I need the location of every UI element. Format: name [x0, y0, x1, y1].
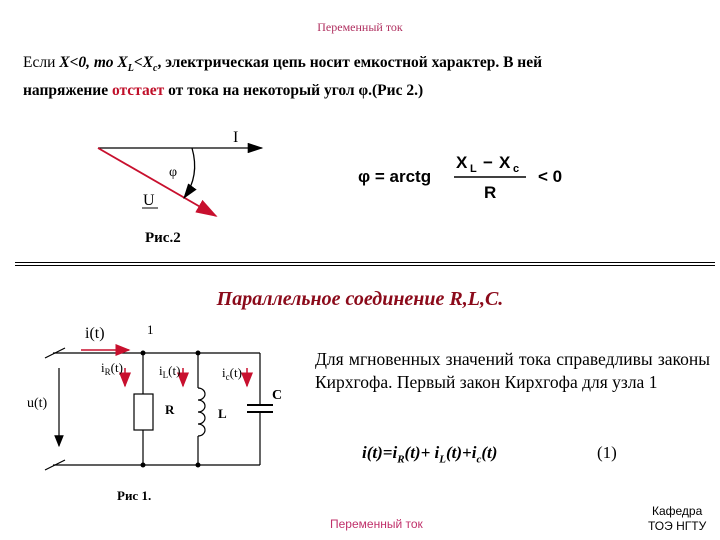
department-line1: Кафедра: [651, 504, 703, 518]
equation-number: (1): [597, 443, 617, 462]
eq-sub-c: c: [476, 453, 482, 466]
formula-rhs: < 0: [538, 167, 563, 186]
phase-formula: [358, 150, 618, 215]
label-I: I: [233, 129, 239, 146]
label-iR: $i_R(t)$: [101, 360, 123, 377]
divider-bottom: [15, 265, 715, 266]
intro-if: Если: [23, 54, 60, 71]
node-dot-3: [141, 463, 146, 468]
intro-rest1: , электрическая цепь носит емкостной характер. В ней: [157, 54, 543, 71]
eq-sub-R: R: [397, 453, 405, 466]
voltage-phasor: [98, 148, 216, 216]
label-phi: φ: [169, 165, 178, 180]
intro-sub-c: c: [153, 63, 158, 75]
section-title: Параллельное соединение R,L,C.: [216, 288, 504, 310]
node-dot-2: [196, 351, 201, 356]
intro-lt: <X: [133, 54, 154, 71]
department-line2: ТОЭ НГТУ: [648, 519, 707, 533]
footer-title: Переменный ток: [330, 517, 423, 531]
eq-part4: (t): [481, 443, 498, 462]
intro-line2a: напряжение: [23, 82, 112, 100]
intro-lag-word: отстает: [111, 82, 165, 100]
node-dot-4: [196, 463, 201, 468]
formula-XL: X: [456, 153, 468, 172]
intro-sub-L: L: [127, 63, 134, 75]
formula-Xc: X: [499, 153, 511, 172]
divider-top: [15, 262, 715, 263]
label-ic: $i_c(t)$: [222, 365, 242, 382]
rlc-circuit: [25, 320, 305, 480]
eq-i: i(t)=i: [362, 443, 398, 462]
header-title: Переменный ток: [317, 20, 403, 34]
intro-line2b: от тока на некоторый угол φ.(Рис 2.): [164, 82, 424, 100]
phasor-diagram: [80, 118, 280, 228]
label-node-1: 1: [147, 322, 154, 337]
formula-sub-L: L: [470, 163, 477, 175]
label-iL: $i_L(t)$: [159, 363, 181, 380]
eq-part3: (t)+i: [445, 443, 477, 462]
angle-arc: [184, 148, 195, 198]
inductor: [198, 388, 205, 436]
label-C: C: [272, 388, 283, 403]
formula-phi-arctg: φ = arctg: [358, 167, 432, 186]
label-ut: u(t): [27, 396, 48, 411]
label-L: L: [218, 406, 227, 421]
node-dot-1: [141, 351, 146, 356]
label-it: i(t): [85, 325, 105, 342]
formula-svg: [358, 150, 618, 210]
department-label: [648, 504, 706, 534]
resistor: [134, 394, 153, 430]
label-U: U: [143, 192, 155, 209]
fig2-caption: Рис.2: [145, 230, 181, 246]
fig1-caption: Рис 1.: [117, 488, 152, 503]
eq-sub-L: L: [439, 453, 446, 466]
kirchhoff-text: Для мгновенных значений тока справедливы законы Кирхгофа. Первый закон Кирхгофа для узла 1: [315, 349, 710, 392]
formula-R: R: [484, 183, 497, 202]
formula-minus: −: [483, 153, 493, 172]
eq-part2: (t)+ i: [404, 443, 440, 462]
formula-sub-c: c: [513, 163, 520, 175]
kirchhoff-equation: [362, 443, 497, 465]
intro-cond: X<0, то X: [59, 54, 128, 71]
label-R: R: [165, 402, 175, 417]
intro-paragraph: [23, 52, 703, 102]
